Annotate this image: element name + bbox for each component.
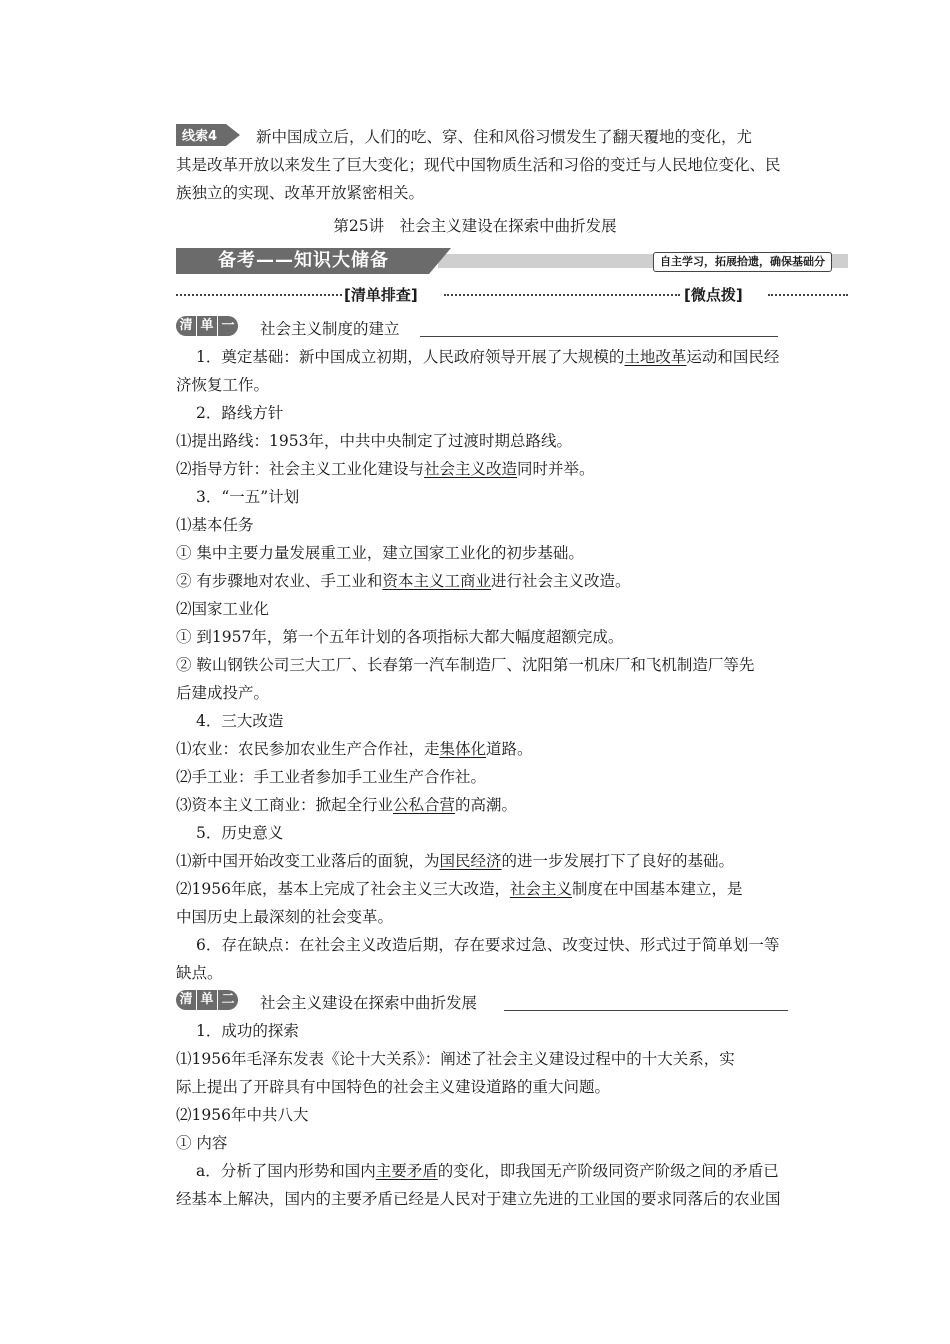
body-line: 5．历史意义	[196, 824, 284, 842]
badge-char: 单	[197, 990, 217, 1010]
section-title-2: 社会主义建设在探索中曲折发展	[260, 994, 478, 1012]
badge-char: 清	[176, 990, 196, 1010]
banner-title: 备考——知识大储备	[218, 250, 389, 271]
lecture-title: 第25讲 社会主义建设在探索中曲折发展	[333, 217, 617, 235]
badge-char: 二	[218, 990, 238, 1010]
body-line: 1．成功的探索	[196, 1022, 299, 1040]
dotted-divider	[768, 294, 848, 296]
section-title-1: 社会主义制度的建立	[260, 320, 400, 338]
key-term: 集体化	[439, 740, 487, 758]
clue-badge-label: 线索4	[182, 129, 218, 144]
body-line: ⑴新中国开始改变工业落后的面貌，为国民经济的进一步发展打下了良好的基础。	[176, 852, 735, 870]
key-term: 社会主义	[509, 880, 572, 898]
section-badge-2	[176, 990, 240, 1012]
clue-badge-arrow-icon	[176, 124, 240, 146]
body-line: 际上提出了开辟具有中国特色的社会主义建设道路的重大问题。	[176, 1078, 611, 1096]
body-line: ① 内容	[176, 1134, 228, 1152]
section-rule	[420, 336, 778, 337]
dotted-divider	[176, 294, 342, 296]
section-rule	[504, 1010, 788, 1011]
body-line: ⑴提出路线：1953年，中共中央制定了过渡时期总路线。	[176, 432, 572, 450]
checklist-label: [清单排查]	[344, 286, 418, 304]
badge-char: 清	[176, 316, 196, 336]
body-line: ② 有步骤地对农业、手工业和资本主义工商业进行社会主义改造。	[176, 572, 631, 590]
body-line: 4．三大改造	[196, 712, 284, 730]
body-line: ① 集中主要力量发展重工业，建立国家工业化的初步基础。	[176, 544, 584, 562]
body-line: 济恢复工作。	[176, 376, 270, 394]
body-line: ② 鞍山钢铁公司三大工厂、长春第一汽车制造厂、沈阳第一机床厂和飞机制造厂等先	[176, 656, 755, 674]
section-banner	[176, 248, 848, 274]
tips-label: [微点拨]	[684, 286, 743, 304]
body-line: 后建成投产。	[176, 684, 270, 702]
body-line: ⑴农业：农民参加农业生产合作社，走集体化道路。	[176, 740, 533, 758]
body-line: ⑴1956年毛泽东发表《论十大关系》：阐述了社会主义建设过程中的十大关系，实	[176, 1050, 735, 1068]
body-line: 6．存在缺点：在社会主义改造后期，存在要求过急、改变过快、形式过于简单划一等	[196, 936, 780, 954]
body-line: ⑵手工业：手工业者参加手工业生产合作社。	[176, 768, 487, 786]
dotted-divider	[444, 294, 680, 296]
clue-line: 其是改革开放以来发生了巨大变化；现代中国物质生活和习俗的变迁与人民地位变化、民	[176, 156, 781, 174]
section-badge-1	[176, 316, 240, 338]
body-line: ⑵1956年中共八大	[176, 1106, 309, 1124]
body-line: a．分析了国内形势和国内主要矛盾的变化，即我国无产阶级同资产阶级之间的矛盾已	[196, 1162, 779, 1180]
body-line: ⑵国家工业化	[176, 600, 270, 618]
body-line: 缺点。	[176, 964, 223, 982]
key-term: 公私合营	[393, 796, 456, 814]
body-line: ⑵指导方针：社会主义工业化建设与社会主义改造同时并举。	[176, 460, 595, 478]
body-line: ⑶资本主义工商业：掀起全行业公私合营的高潮。	[176, 796, 518, 814]
clue-line: 新中国成立后，人们的吃、穿、住和风俗习惯发生了翻天覆地的变化，尤	[256, 128, 753, 146]
body-line: 经基本上解决，国内的主要矛盾已经是人民对于建立先进的工业国的要求同落后的农业国	[176, 1190, 781, 1208]
clue-line: 族独立的实现、改革开放紧密相关。	[176, 184, 425, 202]
body-line: 2．路线方针	[196, 404, 284, 422]
body-line: ⑵1956年底，基本上完成了社会主义三大改造，社会主义制度在中国基本建立，是	[176, 880, 743, 898]
body-line: 中国历史上最深刻的社会变革。	[176, 908, 394, 926]
checklist-header-row	[176, 284, 848, 306]
key-term: 资本主义工商业	[382, 572, 491, 590]
key-term: 国民经济	[439, 852, 502, 870]
body-line: ⑴基本任务	[176, 516, 254, 534]
key-term: 社会主义改造	[424, 460, 518, 478]
body-line: ① 到1957年，第一个五年计划的各项指标大都大幅度超额完成。	[176, 628, 624, 646]
body-line: 1．奠定基础：新中国成立初期，人民政府领导开展了大规模的土地改革运动和国民经	[196, 348, 780, 366]
badge-char: 单	[197, 316, 217, 336]
key-term: 土地改革	[624, 348, 687, 366]
banner-note: 自主学习，拓展拾遗，确保基础分	[653, 252, 832, 272]
badge-char: 一	[218, 316, 238, 336]
body-line: 3．“一五”计划	[196, 488, 300, 506]
key-term: 主要矛盾	[375, 1162, 438, 1180]
